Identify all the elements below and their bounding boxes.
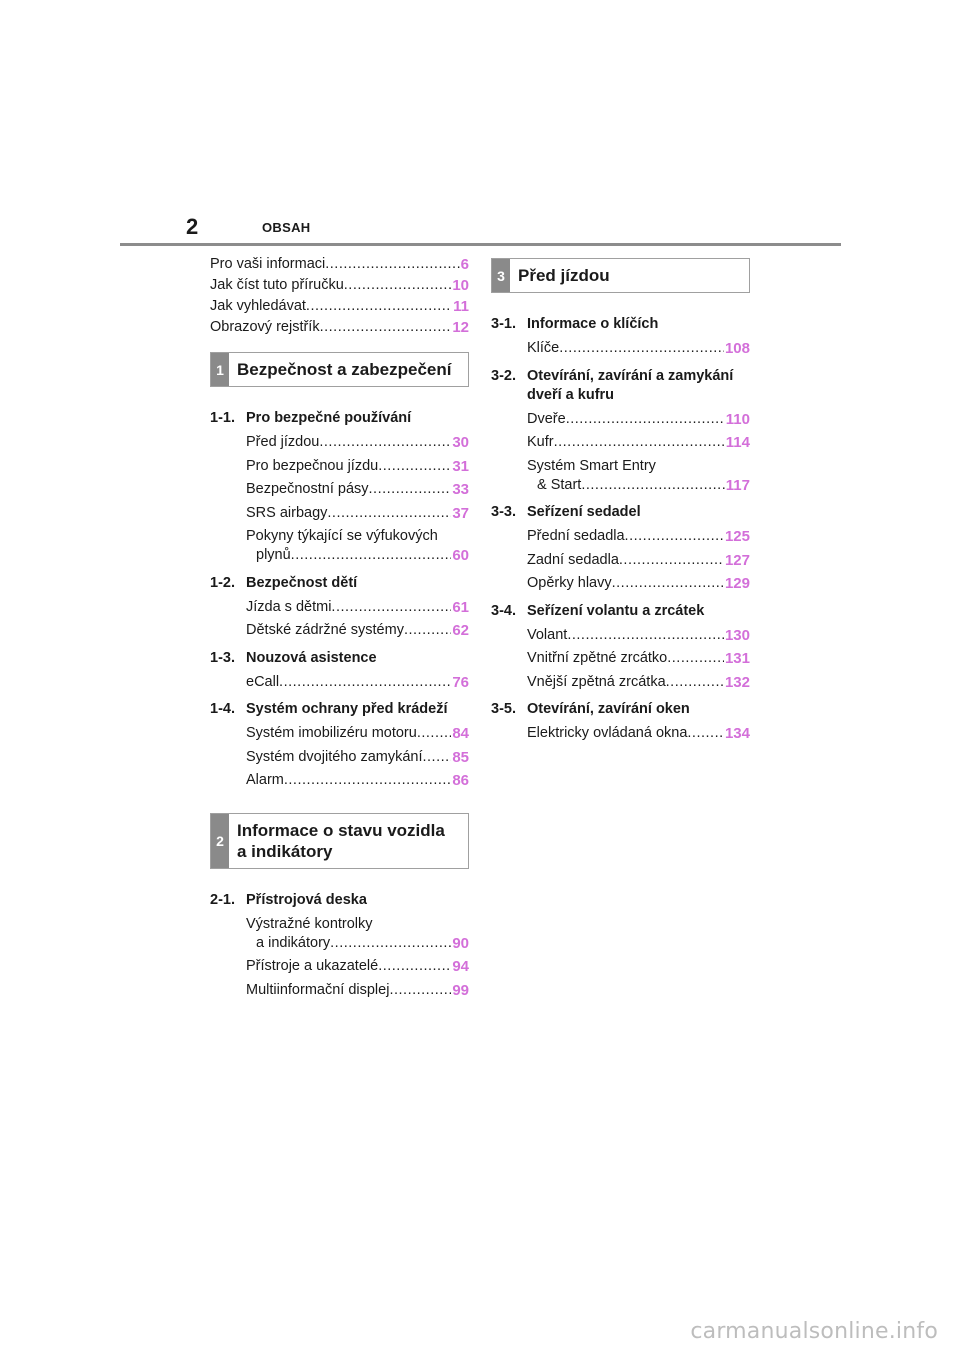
page-link[interactable]: 110 xyxy=(725,410,750,428)
section-number: 2-1. xyxy=(210,891,235,908)
page-link[interactable]: 85 xyxy=(452,748,469,766)
entry-label: Vnější zpětná zrcátka xyxy=(527,673,666,690)
entry-label: Systém imobilizéru motoru xyxy=(246,725,417,741)
leader-dots xyxy=(327,504,451,523)
section-heading[interactable] xyxy=(491,503,750,522)
section-heading[interactable] xyxy=(491,367,750,405)
toc-entry[interactable] xyxy=(246,957,469,976)
toc-section xyxy=(210,891,469,1009)
toc-entry[interactable] xyxy=(246,621,469,640)
toc-section xyxy=(210,649,469,701)
entry-label: a indikátory xyxy=(256,934,331,951)
toc-entry[interactable] xyxy=(210,276,469,295)
toc-right-column xyxy=(491,258,750,752)
leader-dots xyxy=(378,957,451,976)
toc-left-column xyxy=(210,255,469,1008)
page-link[interactable]: 11 xyxy=(453,298,469,315)
toc-entry[interactable] xyxy=(246,457,469,476)
entry-label: Vnitřní zpětné zrcátko xyxy=(527,650,668,666)
entry-label: Jízda s dětmi xyxy=(246,598,332,615)
leader-dots xyxy=(567,626,724,645)
section-title xyxy=(246,409,469,428)
chapter-block xyxy=(491,258,750,752)
page-link[interactable]: 31 xyxy=(452,457,469,475)
section-title xyxy=(246,891,469,910)
chapter-number-tab: 3 xyxy=(492,259,510,292)
toc-entry-last-line xyxy=(246,546,469,565)
page-link[interactable]: 117 xyxy=(725,476,750,494)
toc-section xyxy=(210,574,469,649)
section-number: 3-1. xyxy=(491,316,516,332)
toc-section xyxy=(491,315,750,367)
entry-label: Pro bezpečnou jízdu xyxy=(246,457,379,474)
leader-dots xyxy=(667,649,724,668)
entry-label: Systém dvojitého zamykání xyxy=(246,748,423,765)
section-spacer xyxy=(210,1004,469,1008)
page-link[interactable]: 90 xyxy=(452,934,469,952)
chapter-title-line: Informace o stavu vozidla xyxy=(237,820,445,840)
toc-entry[interactable] xyxy=(246,748,469,767)
leader-dots xyxy=(331,598,451,617)
page-number: 2 xyxy=(186,214,199,239)
page-link[interactable]: 127 xyxy=(724,551,750,569)
entry-label: Multiinformační displej xyxy=(246,981,390,998)
toc-entry[interactable] xyxy=(527,673,750,692)
page-link[interactable]: 60 xyxy=(452,547,469,564)
entry-label: Opěrky hlavy xyxy=(527,575,612,591)
toc-entry[interactable] xyxy=(210,255,469,274)
section-title xyxy=(527,700,750,719)
page-link[interactable]: 125 xyxy=(724,528,750,545)
toc-entry[interactable] xyxy=(527,527,750,546)
toc-entry[interactable] xyxy=(246,724,469,743)
section-title-line: Pro bezpečné používání xyxy=(246,410,412,426)
section-title-line: Bezpečnost dětí xyxy=(246,574,358,591)
page-link[interactable]: 84 xyxy=(452,725,469,742)
page-link[interactable]: 114 xyxy=(725,434,750,451)
entry-label: Obrazový rejstřík xyxy=(210,319,320,335)
leader-dots xyxy=(378,457,451,476)
entry-label: Kufr xyxy=(527,434,554,450)
leader-dots xyxy=(284,771,451,790)
section-title-line: Nouzová asistence xyxy=(246,649,377,666)
section-title-line: Systém ochrany před krádeží xyxy=(246,701,448,717)
chapter-block xyxy=(210,352,469,799)
page-link[interactable]: 99 xyxy=(452,981,469,999)
page-link[interactable]: 12 xyxy=(452,319,469,336)
section-items xyxy=(210,724,469,790)
section-title xyxy=(527,602,750,621)
entry-label: & Start xyxy=(537,476,582,493)
section-items xyxy=(491,527,750,593)
leader-dots xyxy=(666,673,724,692)
leader-dots xyxy=(330,934,451,953)
section-title xyxy=(527,503,750,522)
leader-dots xyxy=(369,480,452,499)
page-link[interactable]: 30 xyxy=(452,434,469,451)
chapter-number-tab: 2 xyxy=(211,814,229,868)
entry-label: Dětské zádržné systémy xyxy=(246,622,404,638)
section-heading[interactable] xyxy=(491,700,750,719)
leader-dots xyxy=(423,748,452,767)
section-title-line: dveří a kufru xyxy=(527,386,615,403)
section-items xyxy=(210,433,469,565)
section-number: 3-2. xyxy=(491,367,516,384)
leader-dots xyxy=(319,433,451,452)
toc-entry[interactable] xyxy=(246,673,469,692)
section-title-line: Otevírání, zavírání a zamykání xyxy=(527,367,734,384)
section-title-line: Seřízení sedadel xyxy=(527,504,641,520)
page-link[interactable]: 134 xyxy=(724,725,750,742)
leader-dots xyxy=(566,410,725,429)
leader-dots xyxy=(306,297,452,316)
toc-entry[interactable] xyxy=(527,724,750,743)
section-heading[interactable] xyxy=(210,700,469,719)
toc-entry[interactable] xyxy=(527,410,750,429)
section-heading[interactable] xyxy=(210,574,469,593)
entry-label: Elektricky ovládaná okna xyxy=(527,725,688,741)
page-link[interactable]: 6 xyxy=(460,256,469,273)
entry-label: Systém Smart Entry xyxy=(527,457,656,474)
leader-dots xyxy=(389,981,451,1000)
section-title xyxy=(246,649,469,668)
toc-entry[interactable] xyxy=(210,318,469,337)
toc-entry[interactable] xyxy=(527,339,750,358)
toc-section xyxy=(491,602,750,701)
leader-dots xyxy=(320,318,452,337)
page-link[interactable]: 108 xyxy=(724,340,750,357)
section-heading[interactable] xyxy=(210,409,469,428)
section-heading[interactable] xyxy=(210,891,469,910)
entry-label: Alarm xyxy=(246,772,284,788)
chapter-number-tab: 1 xyxy=(211,353,229,386)
chapter-heading[interactable] xyxy=(210,352,469,387)
section-number: 3-3. xyxy=(491,504,516,520)
page-link[interactable]: 76 xyxy=(452,673,469,691)
entry-label: Jak číst tuto příručku xyxy=(210,277,344,293)
leader-dots xyxy=(325,255,459,274)
toc-entry[interactable] xyxy=(527,433,750,452)
leader-dots xyxy=(279,673,451,692)
entry-label: Před jízdou xyxy=(246,434,320,450)
section-number: 3-5. xyxy=(491,701,516,717)
header-rule xyxy=(120,243,841,246)
section-items xyxy=(491,626,750,692)
toc-entry[interactable] xyxy=(527,457,750,495)
page-link[interactable]: 10 xyxy=(452,277,469,294)
leader-dots xyxy=(612,574,724,593)
section-heading[interactable] xyxy=(210,649,469,668)
leader-dots xyxy=(559,339,724,358)
entry-label: plynů xyxy=(256,547,291,563)
entry-label: Volant xyxy=(527,626,568,643)
leader-dots xyxy=(625,527,724,546)
leader-dots xyxy=(417,724,451,743)
page-link[interactable]: 37 xyxy=(452,504,469,522)
chapter-title-line: Před jízdou xyxy=(518,266,610,285)
leader-dots xyxy=(619,551,724,570)
entry-label: Přístroje a ukazatelé xyxy=(246,958,379,974)
section-title xyxy=(527,367,750,405)
toc-entry[interactable] xyxy=(527,626,750,645)
section-items xyxy=(491,339,750,358)
page-link[interactable]: 86 xyxy=(452,772,469,789)
page-link[interactable]: 61 xyxy=(452,598,469,616)
entry-label: Pro vaši informaci xyxy=(210,256,326,272)
section-items xyxy=(210,673,469,692)
chapter-title-line: a indikátory xyxy=(237,841,333,861)
toc-entry[interactable] xyxy=(246,527,469,565)
section-title xyxy=(246,700,469,719)
section-title xyxy=(527,315,750,334)
toc-entry[interactable] xyxy=(246,480,469,499)
entry-label: Jak vyhledávat xyxy=(210,298,306,314)
section-number: 1-4. xyxy=(210,701,235,717)
section-title-line: Přístrojová deska xyxy=(246,891,367,908)
chapter-title xyxy=(229,353,459,386)
section-spacer xyxy=(491,748,750,752)
toc-top-entries xyxy=(210,255,469,337)
page-link[interactable]: 131 xyxy=(724,650,750,667)
toc-entry[interactable] xyxy=(210,297,469,316)
entry-label: Dveře xyxy=(527,410,566,427)
entry-label: Bezpečnostní pásy xyxy=(246,481,369,497)
toc-entry[interactable] xyxy=(527,551,750,570)
chapter-heading[interactable] xyxy=(491,258,750,293)
entry-label: Pokyny týkající se výfukových xyxy=(246,528,438,544)
page-link[interactable]: 94 xyxy=(452,958,469,975)
leader-dots xyxy=(687,724,724,743)
leader-dots xyxy=(404,621,451,640)
entry-label: Klíče xyxy=(527,340,560,356)
page-link[interactable]: 129 xyxy=(724,575,750,592)
page-link[interactable]: 132 xyxy=(724,673,750,691)
toc-section xyxy=(491,367,750,504)
section-items xyxy=(210,915,469,1000)
section-heading[interactable] xyxy=(491,602,750,621)
section-heading[interactable] xyxy=(491,315,750,334)
chapter-title-line: Bezpečnost a zabezpečení xyxy=(237,360,452,379)
entry-label: Zadní sedadla xyxy=(527,551,619,568)
section-items xyxy=(210,598,469,641)
leader-dots xyxy=(291,546,452,565)
chapter-title xyxy=(510,259,618,292)
section-title xyxy=(246,574,469,593)
toc-entry-last-line xyxy=(527,476,750,495)
toc-entry[interactable] xyxy=(246,771,469,790)
leader-dots xyxy=(581,476,724,495)
toc-entry-last-line xyxy=(246,934,469,953)
section-number: 1-2. xyxy=(210,574,235,591)
leader-dots xyxy=(554,433,725,452)
section-number: 3-4. xyxy=(491,602,516,619)
section-title-line: Otevírání, zavírání oken xyxy=(527,701,690,717)
section-number: 1-3. xyxy=(210,649,235,666)
toc-entry[interactable] xyxy=(527,649,750,668)
page-title: OBSAH xyxy=(262,220,311,235)
toc-section xyxy=(491,503,750,602)
section-title-line: Seřízení volantu a zrcátek xyxy=(527,602,705,619)
page-link[interactable]: 62 xyxy=(452,622,469,639)
section-number: 1-1. xyxy=(210,410,235,426)
page-link[interactable]: 130 xyxy=(724,626,750,644)
section-title-line: Informace o klíčích xyxy=(527,316,659,332)
toc-section xyxy=(210,409,469,574)
watermark: carmanualsonline.info xyxy=(690,1319,938,1344)
chapter-heading[interactable] xyxy=(210,813,469,869)
section-items xyxy=(491,724,750,743)
entry-label: Přední sedadla xyxy=(527,528,625,544)
toc-entry[interactable] xyxy=(246,981,469,1000)
section-spacer xyxy=(210,795,469,799)
entry-label: eCall xyxy=(246,673,280,690)
leader-dots xyxy=(344,276,452,295)
toc-entry[interactable] xyxy=(246,504,469,523)
chapter-block xyxy=(210,813,469,1009)
section-items xyxy=(491,410,750,495)
toc-entry[interactable] xyxy=(246,433,469,452)
entry-label: SRS airbagy xyxy=(246,504,328,521)
chapter-title xyxy=(229,814,453,868)
toc-section xyxy=(210,700,469,799)
page-link[interactable]: 33 xyxy=(452,481,469,498)
toc-entry[interactable] xyxy=(246,598,469,617)
entry-label: Výstražné kontrolky xyxy=(246,915,373,932)
toc-section xyxy=(491,700,750,752)
toc-entry[interactable] xyxy=(246,915,469,953)
toc-entry[interactable] xyxy=(527,574,750,593)
